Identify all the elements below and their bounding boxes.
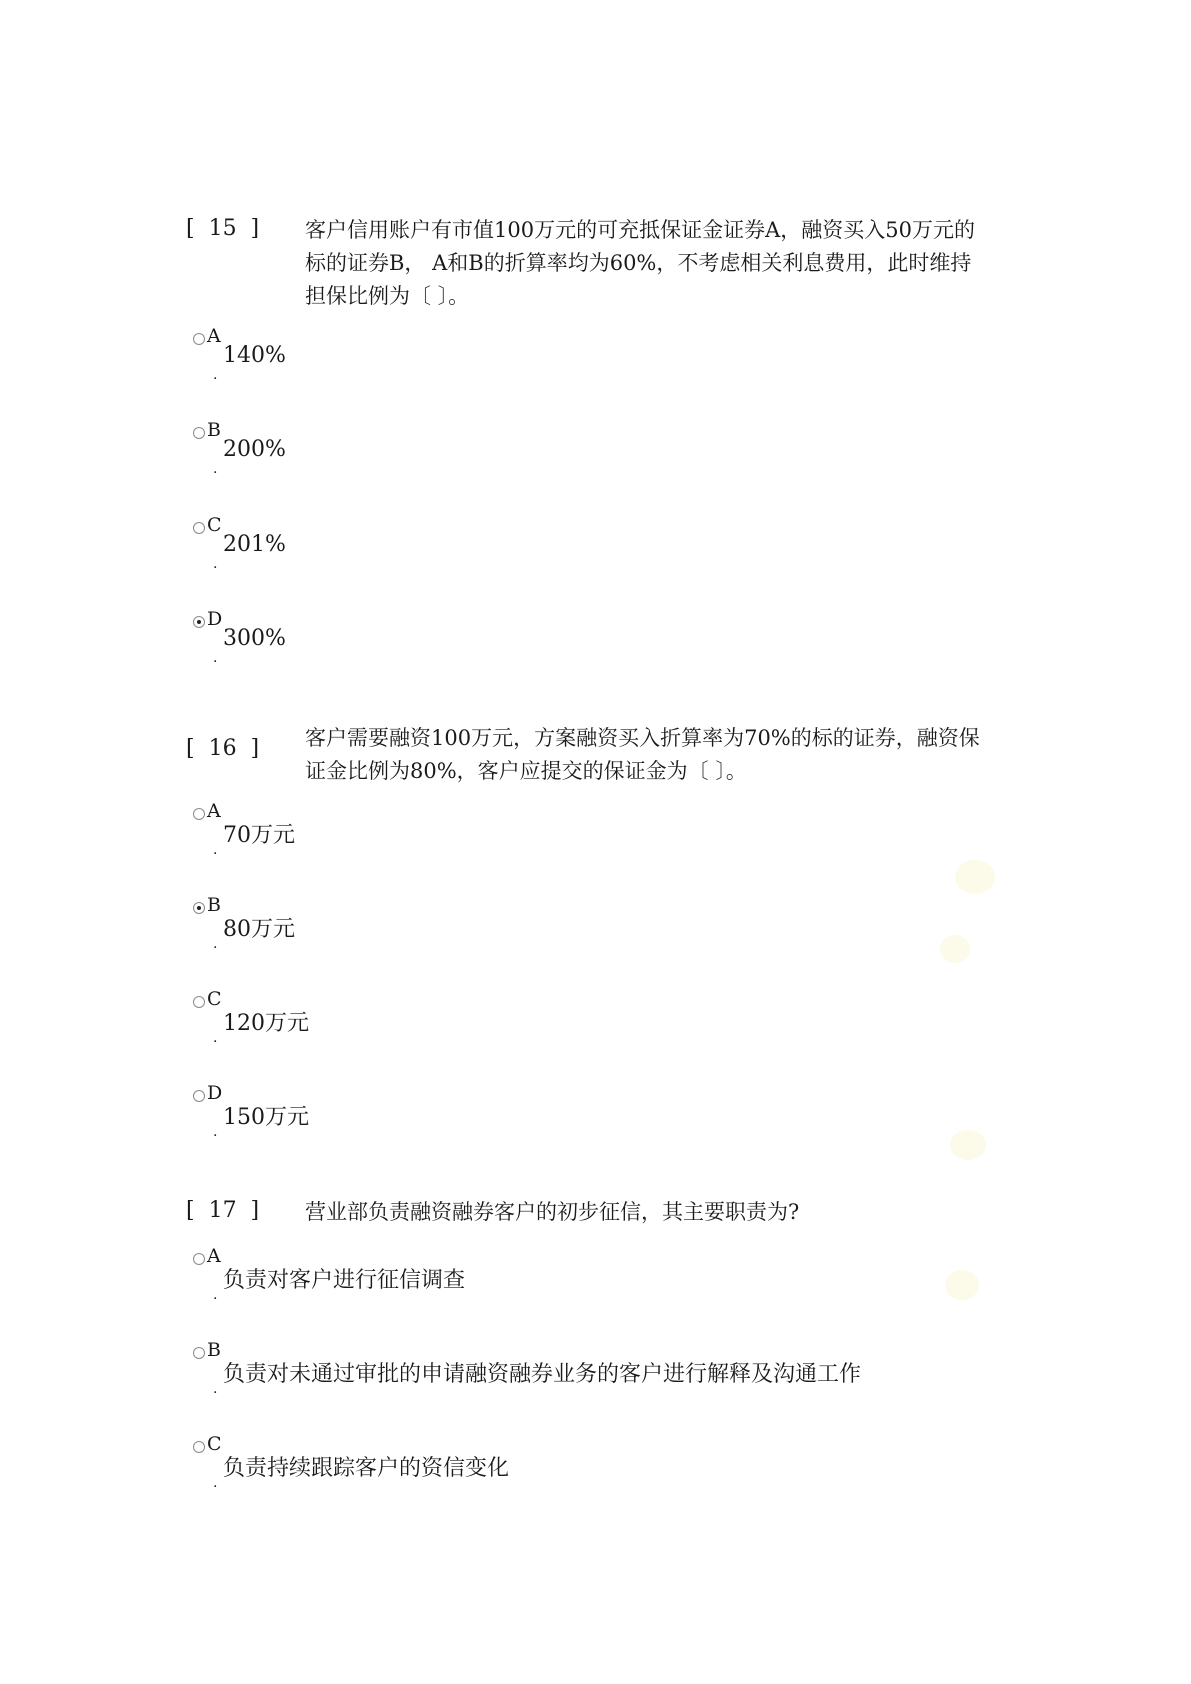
option-c[interactable] [193, 514, 993, 582]
option-text: 201% [223, 532, 286, 557]
option-letter: A [207, 800, 221, 822]
option-d[interactable] [193, 608, 993, 676]
option-dot: . [213, 842, 218, 858]
radio-button[interactable] [193, 522, 205, 534]
option-text: 70万元 [223, 823, 295, 848]
question-text [305, 1196, 1025, 1229]
option-letter: C [207, 514, 222, 536]
option-text: 120万元 [223, 1011, 309, 1036]
radio-button[interactable] [193, 333, 205, 345]
question-text-line: 营业部负责融资融券客户的初步征信，其主要职责为? [305, 1200, 800, 1224]
option-c[interactable] [193, 1433, 993, 1501]
option-text: 负责对客户进行征信调查 [223, 1268, 466, 1293]
question-number: [ 17 ] [186, 1198, 260, 1223]
radio-button[interactable] [193, 996, 205, 1008]
question-number: [ 15 ] [186, 216, 260, 241]
radio-button[interactable] [193, 1090, 205, 1102]
question-text [305, 722, 1025, 788]
option-text: 负责持续跟踪客户的资信变化 [223, 1456, 510, 1481]
option-b[interactable] [193, 419, 993, 487]
option-letter: B [207, 419, 221, 441]
option-dot: . [213, 556, 218, 572]
option-dot: . [213, 1475, 218, 1491]
option-a[interactable] [193, 1245, 993, 1313]
option-letter: D [207, 1082, 223, 1104]
option-dot: . [213, 1030, 218, 1046]
option-dot: . [213, 1124, 218, 1140]
option-letter: B [207, 1339, 221, 1361]
question-number: [ 16 ] [186, 736, 260, 761]
question-text-line: 标的证券B， A和B的折算率均为60%，不考虑相关利息费用，此时维持 [305, 251, 972, 275]
question-text-line: 证金比例为80%，客户应提交的保证金为〔 〕。 [305, 759, 747, 783]
option-b[interactable] [193, 1339, 993, 1407]
option-letter: D [207, 608, 223, 630]
option-text: 80万元 [223, 917, 295, 942]
option-dot: . [213, 461, 218, 477]
option-a[interactable] [193, 325, 993, 393]
option-dot: . [213, 367, 218, 383]
radio-button[interactable] [193, 427, 205, 439]
option-letter: C [207, 1433, 222, 1455]
option-text: 200% [223, 437, 286, 462]
option-dot: . [213, 1381, 218, 1397]
option-text: 150万元 [223, 1105, 309, 1130]
option-letter: A [207, 1245, 221, 1267]
radio-button[interactable] [193, 808, 205, 820]
question-text [305, 214, 1025, 313]
option-text: 负责对未通过审批的申请融资融券业务的客户进行解释及沟通工作 [223, 1362, 862, 1387]
radio-button-selected[interactable] [193, 902, 205, 914]
option-letter: A [207, 325, 221, 347]
radio-button[interactable] [193, 1347, 205, 1359]
option-d[interactable] [193, 1082, 993, 1150]
option-text: 300% [223, 626, 286, 651]
question-text-line: 客户需要融资100万元，方案融资买入折算率为70%的标的证券，融资保 [305, 726, 980, 750]
option-c[interactable] [193, 988, 993, 1056]
question-text-line: 担保比例为〔 〕。 [305, 284, 470, 308]
radio-button-selected[interactable] [193, 616, 205, 628]
option-letter: C [207, 988, 222, 1010]
option-letter: B [207, 894, 221, 916]
option-b[interactable] [193, 894, 993, 962]
option-dot: . [213, 936, 218, 952]
option-dot: . [213, 650, 218, 666]
option-a[interactable] [193, 800, 993, 868]
radio-button[interactable] [193, 1441, 205, 1453]
question-text-line: 客户信用账户有市值100万元的可充抵保证金证券A，融资买入50万元的 [305, 218, 975, 242]
radio-button[interactable] [193, 1253, 205, 1265]
option-text: 140% [223, 343, 286, 368]
option-dot: . [213, 1287, 218, 1303]
